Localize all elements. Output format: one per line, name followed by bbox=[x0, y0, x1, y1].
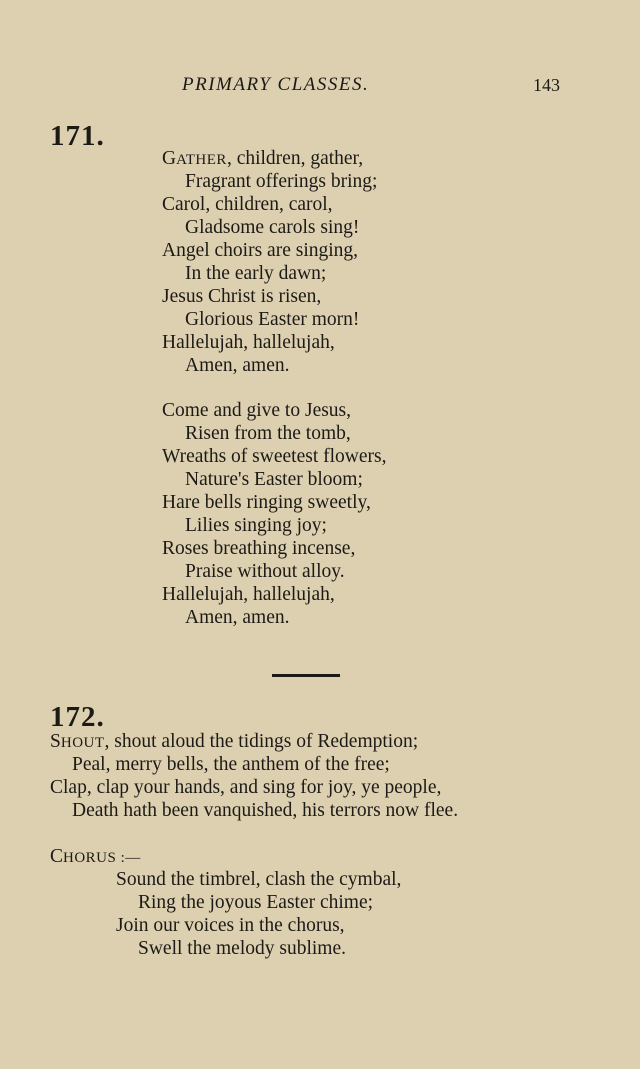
chorus-line: Swell the melody sublime. bbox=[138, 938, 346, 959]
hymn-172-line: Clap, clap your hands, and sing for joy, ye people, bbox=[50, 777, 442, 798]
initial-letter: C bbox=[50, 846, 64, 867]
hymn-171-line: Praise without alloy. bbox=[185, 561, 345, 582]
hymn-171-line: Nature's Easter bloom; bbox=[185, 469, 363, 490]
section-divider bbox=[272, 674, 340, 677]
hymn-171-line: Amen, amen. bbox=[185, 355, 290, 376]
hymn-171-line: Lilies singing joy; bbox=[185, 515, 327, 536]
hymn-171-line: Fragrant offerings bring; bbox=[185, 171, 378, 192]
running-title: PRIMARY CLASSES. bbox=[182, 74, 370, 95]
chorus-label bbox=[50, 846, 141, 869]
small-caps-word: ATHER bbox=[176, 152, 227, 168]
hymn-172-line: Death hath been vanquished, his terrors now flee. bbox=[72, 800, 459, 821]
chorus-line: Join our voices in the chorus, bbox=[116, 915, 345, 936]
line-text: , shout aloud the tidings of Redemption; bbox=[104, 731, 419, 752]
line-text: , children, gather, bbox=[226, 148, 364, 169]
hymn-171-line: Glorious Easter morn! bbox=[185, 309, 360, 330]
hymn-171-line: Roses breathing incense, bbox=[162, 538, 356, 559]
chorus-line: Ring the joyous Easter chime; bbox=[138, 892, 374, 913]
hymn-171-line: Come and give to Jesus, bbox=[162, 400, 352, 421]
hymn-171-line: Hallelujah, hallelujah, bbox=[162, 332, 335, 353]
page-header bbox=[0, 74, 640, 104]
hymn-171-line: Amen, amen. bbox=[185, 607, 290, 628]
page-number: 143 bbox=[533, 75, 560, 95]
small-caps-word: HORUS :— bbox=[63, 850, 141, 866]
hymn-172-line bbox=[50, 731, 418, 754]
initial-letter: S bbox=[50, 731, 61, 752]
initial-letter: G bbox=[162, 148, 177, 169]
hymn-171-number: 171. bbox=[50, 120, 105, 152]
hymn-172-line: Peal, merry bells, the anthem of the free; bbox=[72, 754, 390, 775]
hymn-171-line: Jesus Christ is risen, bbox=[162, 286, 322, 307]
hymn-171-line: Hare bells ringing sweetly, bbox=[162, 492, 371, 513]
chorus-line: Sound the timbrel, clash the cymbal, bbox=[116, 869, 402, 890]
hymn-171-line: Gladsome carols sing! bbox=[185, 217, 360, 238]
small-caps-word: HOUT bbox=[60, 735, 105, 751]
hymn-171-line: Angel choirs are singing, bbox=[162, 240, 359, 261]
hymn-171-line: Carol, children, carol, bbox=[162, 194, 333, 215]
hymn-171-line: Wreaths of sweetest flowers, bbox=[162, 446, 387, 467]
hymn-171-line: Hallelujah, hallelujah, bbox=[162, 584, 335, 605]
hymn-171-line bbox=[162, 148, 363, 171]
hymn-172-number: 172. bbox=[50, 701, 105, 733]
hymn-171-line: Risen from the tomb, bbox=[185, 423, 351, 444]
hymn-171-line: In the early dawn; bbox=[185, 263, 327, 284]
